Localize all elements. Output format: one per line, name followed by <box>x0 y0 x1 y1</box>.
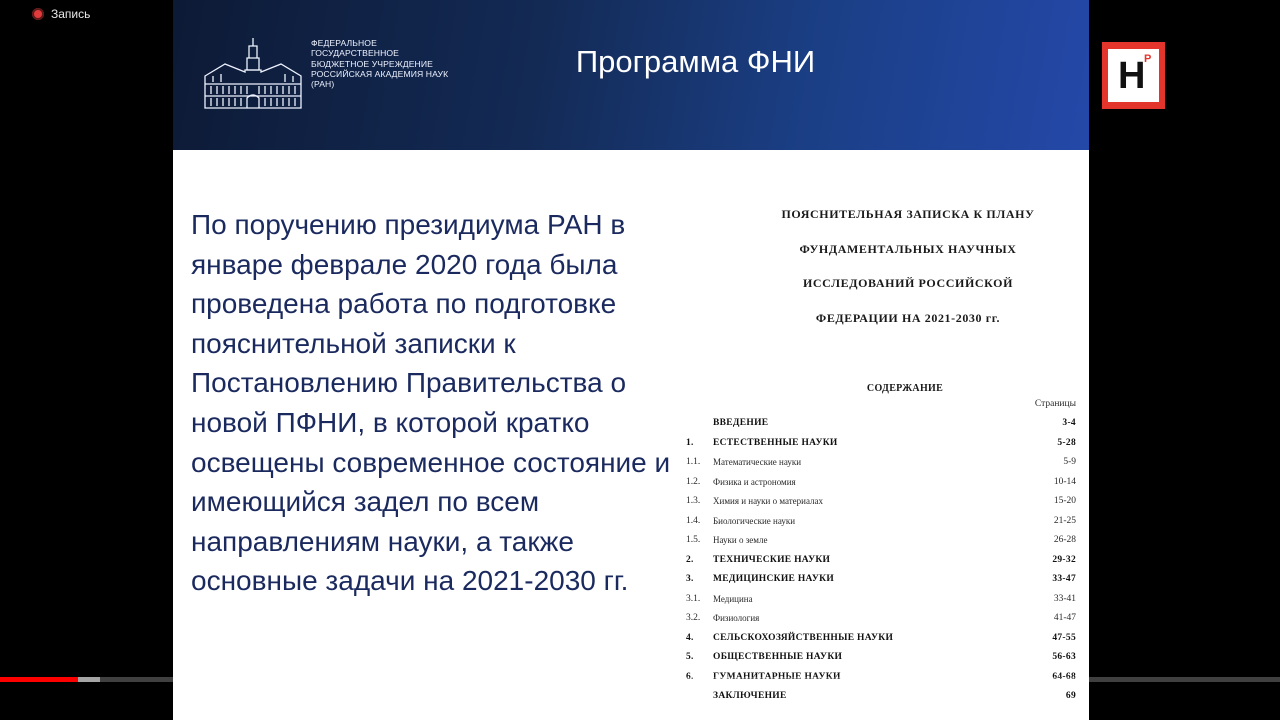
toc-row <box>686 590 1076 610</box>
toc-row-pages: 64-68 <box>1052 671 1076 682</box>
document-heading-line: ПОЯСНИТЕЛЬНАЯ ЗАПИСКА К ПЛАНУ <box>781 207 1035 221</box>
toc-row <box>686 648 1076 668</box>
toc-row <box>686 570 1076 590</box>
toc-row-number: 3.2. <box>686 613 701 623</box>
toc-row-pages: 5-9 <box>1063 457 1076 467</box>
toc-row <box>686 492 1076 512</box>
toc-row <box>686 609 1076 629</box>
toc-row-label: МЕДИЦИНСКИЕ НАУКИ <box>713 574 835 584</box>
table-of-contents <box>686 414 1076 707</box>
toc-row-number: 1.4. <box>686 515 701 526</box>
toc-pages-header: Страницы <box>1034 399 1076 409</box>
slide-header <box>173 0 1089 150</box>
slide-body-text: По поручению президиума РАН в январе феврале 2020 года была проведена работа по подготовке пояснительной записки к Постановлению Правительства о новой ПФНИ, в которой кратко освещены современное состояние и имеющийся задел по всем направлениям науки, а также основные задачи на 2021-2030 гг. <box>191 209 671 597</box>
toc-row <box>686 414 1076 434</box>
toc-row-label: Химия и науки о материалах <box>713 496 824 506</box>
document-heading <box>743 197 1073 335</box>
toc-row <box>686 687 1076 707</box>
toc-row <box>686 551 1076 571</box>
channel-logo-letter: Н <box>1118 55 1146 97</box>
toc-row-label: Физиология <box>713 613 760 623</box>
recording-label: Запись <box>51 7 91 21</box>
toc-row-pages: 56-63 <box>1052 652 1076 662</box>
toc-row-pages: 3-4 <box>1062 418 1076 428</box>
toc-row-number: 4. <box>686 632 694 643</box>
toc-row-label: ЕСТЕСТВЕННЫЕ НАУКИ <box>713 437 838 448</box>
toc-row-number: 1.3. <box>686 496 701 506</box>
presentation-slide <box>173 0 1089 720</box>
channel-logo-superscript: Р <box>1144 53 1152 65</box>
toc-row-number: 6. <box>686 671 694 682</box>
toc-row <box>686 453 1076 473</box>
toc-row-number: 1.1. <box>686 457 701 467</box>
toc-row <box>686 531 1076 551</box>
toc-row-label: Физика и астрономия <box>713 476 796 487</box>
channel-logo-inner <box>1108 49 1159 102</box>
toc-row-pages: 29-32 <box>1052 554 1076 565</box>
toc-row-number: 2. <box>686 554 694 565</box>
toc-row-pages: 5-28 <box>1057 437 1076 448</box>
toc-row-label: Медицина <box>713 593 753 604</box>
toc-row-pages: 47-55 <box>1052 632 1076 643</box>
academy-building-icon <box>203 36 303 110</box>
toc-row <box>686 473 1076 493</box>
toc-row <box>686 629 1076 649</box>
toc-row-pages: 41-47 <box>1053 613 1076 623</box>
toc-row-label: Математические науки <box>713 457 802 467</box>
toc-row-pages: 21-25 <box>1053 515 1076 526</box>
organization-name: ФЕДЕРАЛЬНОЕ ГОСУДАРСТВЕННОЕ БЮДЖЕТНОЕ УЧРЕЖДЕНИЕ РОССИЙСКАЯ АКАДЕМИЯ НАУК (РАН) <box>311 38 449 90</box>
toc-row-label: ОБЩЕСТВЕННЫЕ НАУКИ <box>713 652 843 662</box>
toc-row-number: 3.1. <box>686 593 701 604</box>
toc-row-number: 1.2. <box>686 476 701 487</box>
toc-row-label: Биологические науки <box>713 515 796 526</box>
toc-row-number: 5. <box>686 652 694 662</box>
video-progress-bar[interactable] <box>0 677 1280 682</box>
recording-indicator <box>32 7 90 21</box>
toc-row-pages: 15-20 <box>1053 496 1076 506</box>
toc-row-number: 1. <box>686 437 694 448</box>
toc-row-number: 3. <box>686 574 694 584</box>
toc-row <box>686 512 1076 532</box>
toc-row-pages: 69 <box>1065 691 1076 701</box>
document-heading-line: ИССЛЕДОВАНИЙ РОССИЙСКОЙ <box>802 276 1014 290</box>
toc-row-label: ЗАКЛЮЧЕНИЕ <box>713 691 787 701</box>
channel-logo <box>1102 42 1165 109</box>
toc-title: СОДЕРЖАНИЕ <box>866 383 944 394</box>
toc-row-label: ТЕХНИЧЕСКИЕ НАУКИ <box>713 554 831 565</box>
toc-row-label: ГУМАНИТАРНЫЕ НАУКИ <box>713 671 841 682</box>
toc-row-number: 1.5. <box>686 535 701 545</box>
toc-row <box>686 434 1076 454</box>
document-heading-line: ФУНДАМЕНТАЛЬНЫХ НАУЧНЫХ <box>799 241 1017 256</box>
toc-row-pages: 10-14 <box>1053 476 1076 487</box>
toc-row-label: ВВЕДЕНИЕ <box>713 418 769 428</box>
slide-title: Программа ФНИ <box>575 44 816 79</box>
toc-row-label: СЕЛЬСКОХОЗЯЙСТВЕННЫЕ НАУКИ <box>713 632 894 643</box>
record-icon <box>32 8 44 20</box>
toc-row-pages: 33-47 <box>1052 574 1076 584</box>
video-progress-fill <box>0 677 78 682</box>
toc-row-label: Науки о земле <box>713 535 768 545</box>
document-heading-line: ФЕДЕРАЦИИ НА 2021-2030 гг. <box>815 310 1001 325</box>
toc-row-pages: 33-41 <box>1053 593 1076 604</box>
toc-row-pages: 26-28 <box>1053 535 1076 545</box>
